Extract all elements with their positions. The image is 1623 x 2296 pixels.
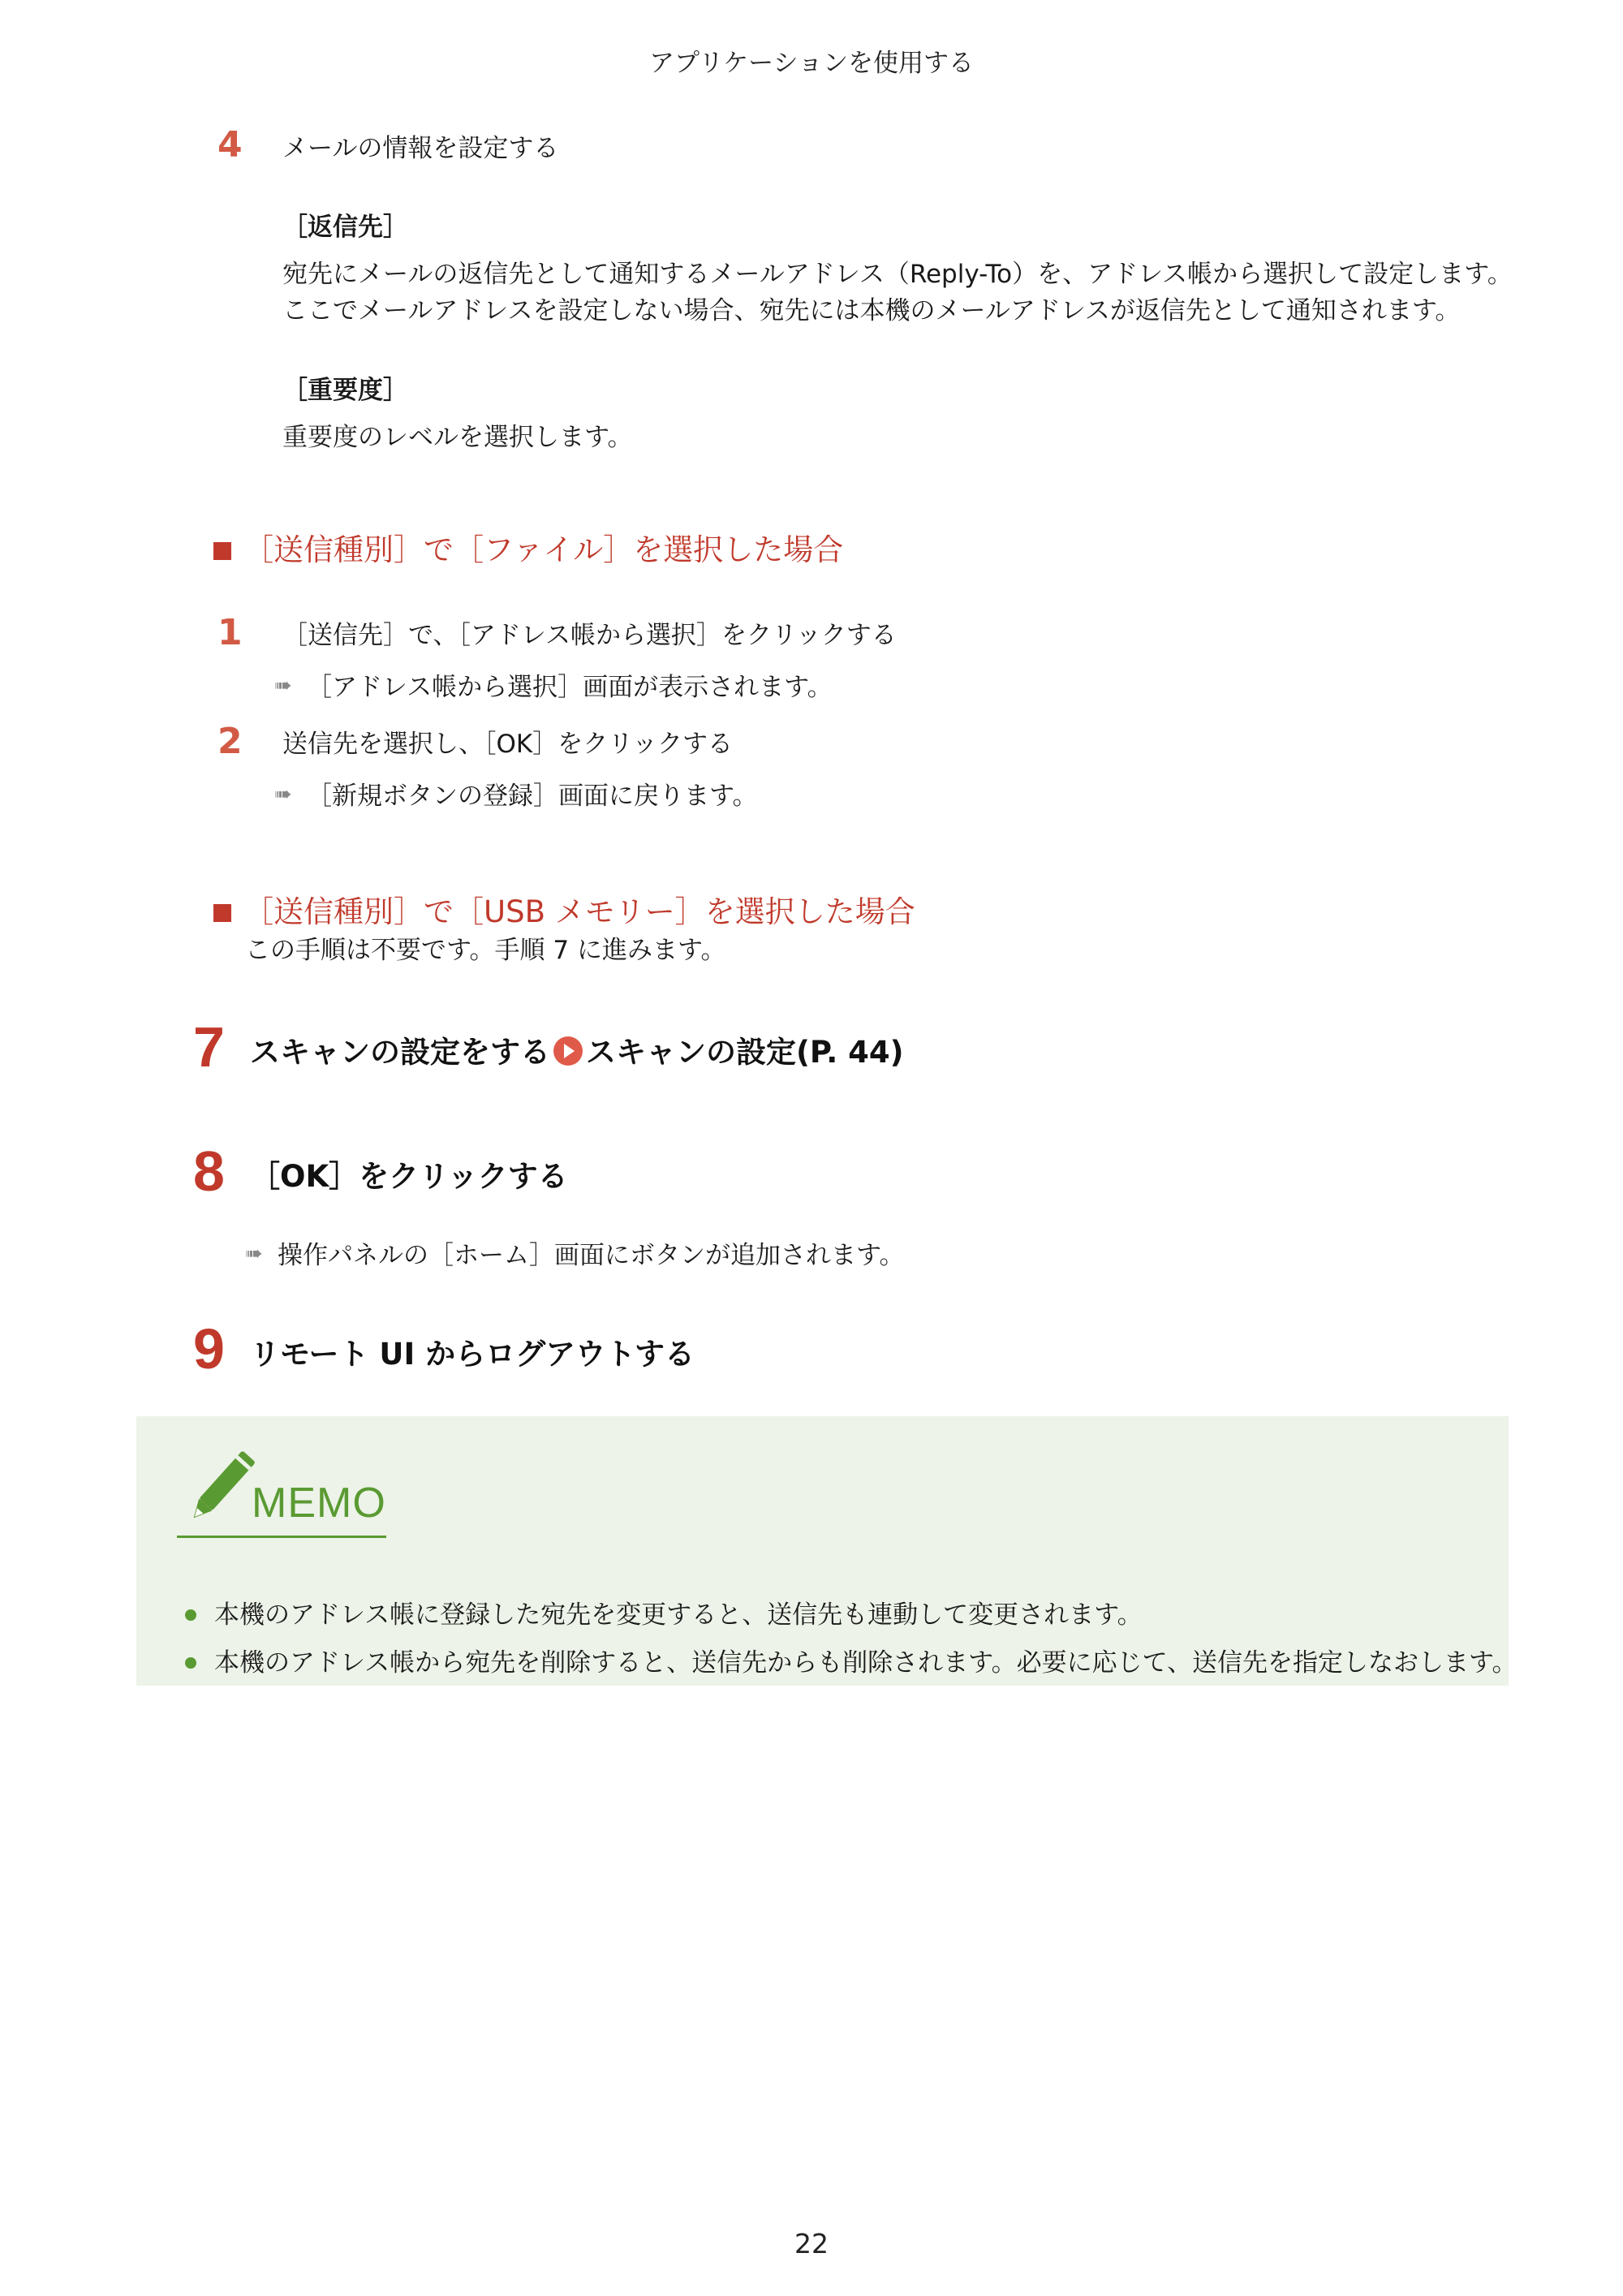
page-number: 22 bbox=[794, 2228, 829, 2259]
page-header: アプリケーションを使用する bbox=[649, 49, 974, 78]
sub-step-title-4: メールの情報を設定する bbox=[282, 134, 559, 163]
file-step-number-1: 1 bbox=[217, 612, 243, 653]
step-7-row bbox=[250, 1027, 904, 1071]
section-usb-text: この手順は不要です。手順 7 に進みます。 bbox=[245, 936, 726, 965]
file-step-text-1: ［送信先］で、［アドレス帳から選択］をクリックする bbox=[282, 621, 897, 650]
file-step-text-2: 送信先を選択し、［OK］をクリックする bbox=[282, 730, 733, 759]
reply-to-description-line1: 宛先にメールの返信先として通知するメールアドレス（Reply-To）を、アドレス帳から選択して設定します。 bbox=[282, 260, 1513, 289]
memo-title: MEMO bbox=[252, 1480, 386, 1527]
bullet-icon bbox=[185, 1609, 196, 1621]
memo-underline bbox=[177, 1536, 386, 1538]
file-step-result-1: ［アドレス帳から選択］画面が表示されます。 bbox=[307, 673, 833, 702]
step-text-8: ［OK］をクリックする bbox=[250, 1159, 568, 1194]
section-title-file: ［送信種別］で［ファイル］を選択した場合 bbox=[243, 532, 844, 567]
link-arrow-icon bbox=[553, 1036, 583, 1066]
file-step-number-2: 2 bbox=[217, 721, 243, 762]
memo-item-1: 本機のアドレス帳に登録した宛先を変更すると、送信先も連動して変更されます。 bbox=[214, 1600, 1143, 1630]
scan-settings-link[interactable]: スキャンの設定(P. 44) bbox=[586, 1035, 904, 1070]
result-arrow-icon: ➠ bbox=[274, 674, 292, 698]
memo-item-2: 本機のアドレス帳から宛先を削除すると、送信先からも削除されます。必要に応じて、送信先を指定しなおします。 bbox=[214, 1648, 1518, 1678]
step-text-9: リモート UI からログアウトする bbox=[250, 1337, 695, 1372]
step-number-8: 8 bbox=[193, 1139, 225, 1203]
result-arrow-icon: ➠ bbox=[245, 1242, 263, 1266]
step-number-9: 9 bbox=[193, 1317, 225, 1381]
result-arrow-icon: ➠ bbox=[274, 782, 292, 807]
section-bullet-square bbox=[213, 904, 231, 922]
step-number-7: 7 bbox=[193, 1015, 225, 1079]
step-8-result: 操作パネルの［ホーム］画面にボタンが追加されます。 bbox=[278, 1241, 905, 1270]
priority-label: ［重要度］ bbox=[282, 376, 408, 405]
bullet-icon bbox=[185, 1657, 196, 1669]
file-step-result-2: ［新規ボタンの登録］画面に戻ります。 bbox=[307, 782, 758, 811]
step-text-7: スキャンの設定をする bbox=[250, 1035, 550, 1070]
reply-to-label: ［返信先］ bbox=[282, 213, 408, 242]
section-bullet-square bbox=[213, 542, 231, 560]
sub-step-number-4: 4 bbox=[217, 124, 243, 166]
priority-description: 重要度のレベルを選択します。 bbox=[282, 423, 633, 452]
reply-to-description-line2: ここでメールアドレスを設定しない場合、宛先には本機のメールアドレスが返信先として通知されます。 bbox=[282, 296, 1461, 325]
section-title-usb: ［送信種別］で［USB メモリー］を選択した場合 bbox=[243, 894, 915, 929]
